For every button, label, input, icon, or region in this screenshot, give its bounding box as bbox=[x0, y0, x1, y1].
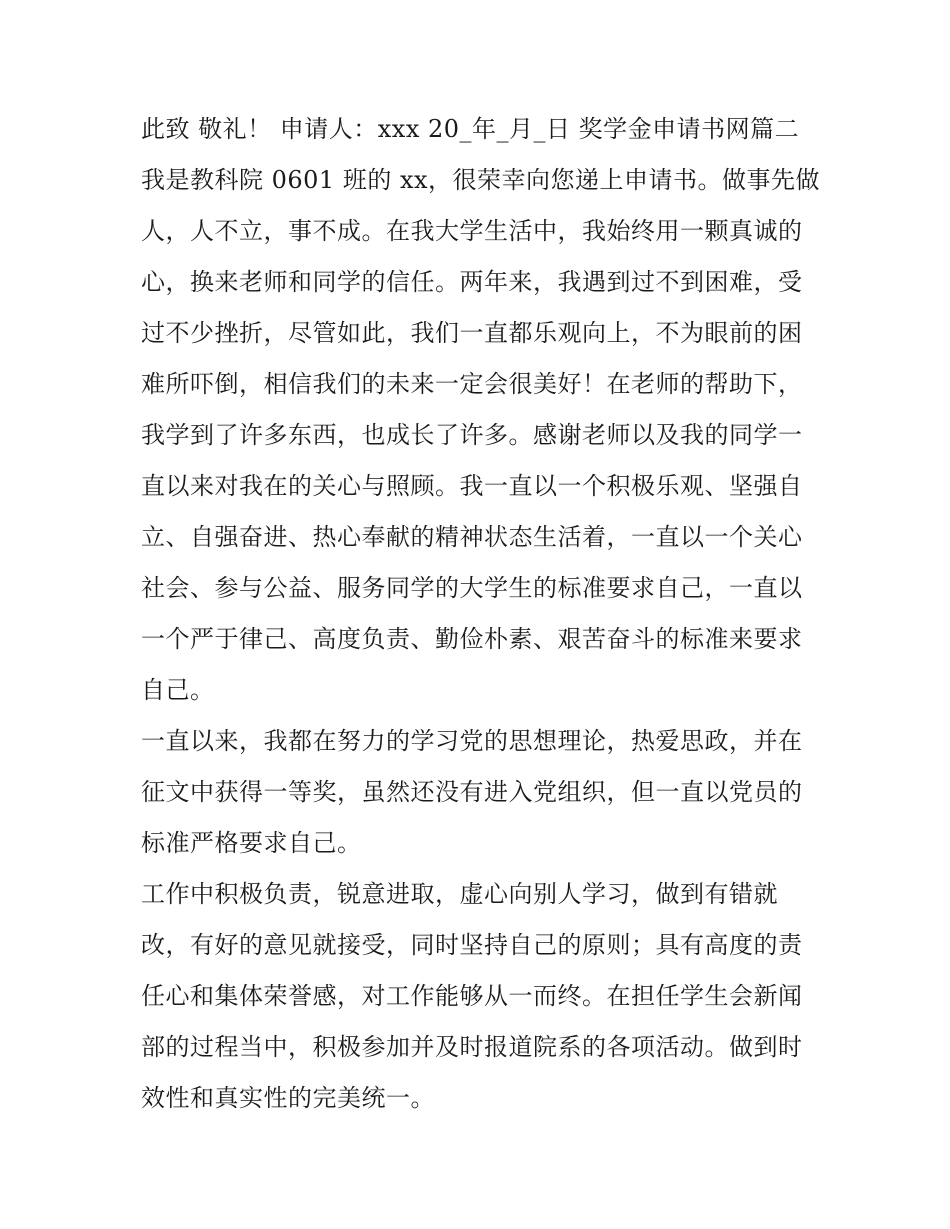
text-line: 过不少挫折，尽管如此，我们一直都乐观向上，不为眼前的困 bbox=[141, 319, 803, 347]
text-line: 此致 敬礼！ 申请人：xxx 20_年_月_日 奖学金申请书网篇二 bbox=[141, 115, 800, 143]
text-line: 自己。 bbox=[141, 676, 215, 704]
text-line: 立、自强奋进、热心奉献的精神状态生活着，一直以一个关心 bbox=[141, 523, 803, 551]
text-line: 一直以来，我都在努力的学习党的思想理论，热爱思政，并在 bbox=[141, 727, 803, 755]
text-line: 我学到了许多东西，也成长了许多。感谢老师以及我的同学一 bbox=[141, 421, 803, 449]
text-line: 效性和真实性的完美统一。 bbox=[141, 1084, 435, 1112]
text-line: 社会、参与公益、服务同学的大学生的标准要求自己，一直以 bbox=[141, 574, 803, 602]
text-line: 难所吓倒，相信我们的未来一定会很美好！在老师的帮助下， bbox=[141, 370, 803, 398]
text-line: 一个严于律己、高度负责、勤俭朴素、艰苦奋斗的标准来要求 bbox=[141, 625, 803, 653]
text-line: 改，有好的意见就接受，同时坚持自己的原则；具有高度的责 bbox=[141, 931, 803, 959]
text-line: 征文中获得一等奖，虽然还没有进入党组织，但一直以党员的 bbox=[141, 778, 803, 806]
text-line: 我是教科院 0601 班的 xx，很荣幸向您递上申请书。做事先做 bbox=[141, 166, 821, 194]
text-line: 人，人不立，事不成。在我大学生活中，我始终用一颗真诚的 bbox=[141, 217, 803, 245]
text-line: 工作中积极负责，锐意进取，虚心向别人学习，做到有错就 bbox=[141, 880, 778, 908]
text-line: 任心和集体荣誉感，对工作能够从一而终。在担任学生会新闻 bbox=[141, 982, 803, 1010]
text-line: 标准严格要求自己。 bbox=[141, 829, 362, 857]
text-line: 心，换来老师和同学的信任。两年来，我遇到过不到困难，受 bbox=[141, 268, 803, 296]
text-line: 部的过程当中，积极参加并及时报道院系的各项活动。做到时 bbox=[141, 1033, 803, 1061]
text-line: 直以来对我在的关心与照顾。我一直以一个积极乐观、坚强自 bbox=[141, 472, 803, 500]
